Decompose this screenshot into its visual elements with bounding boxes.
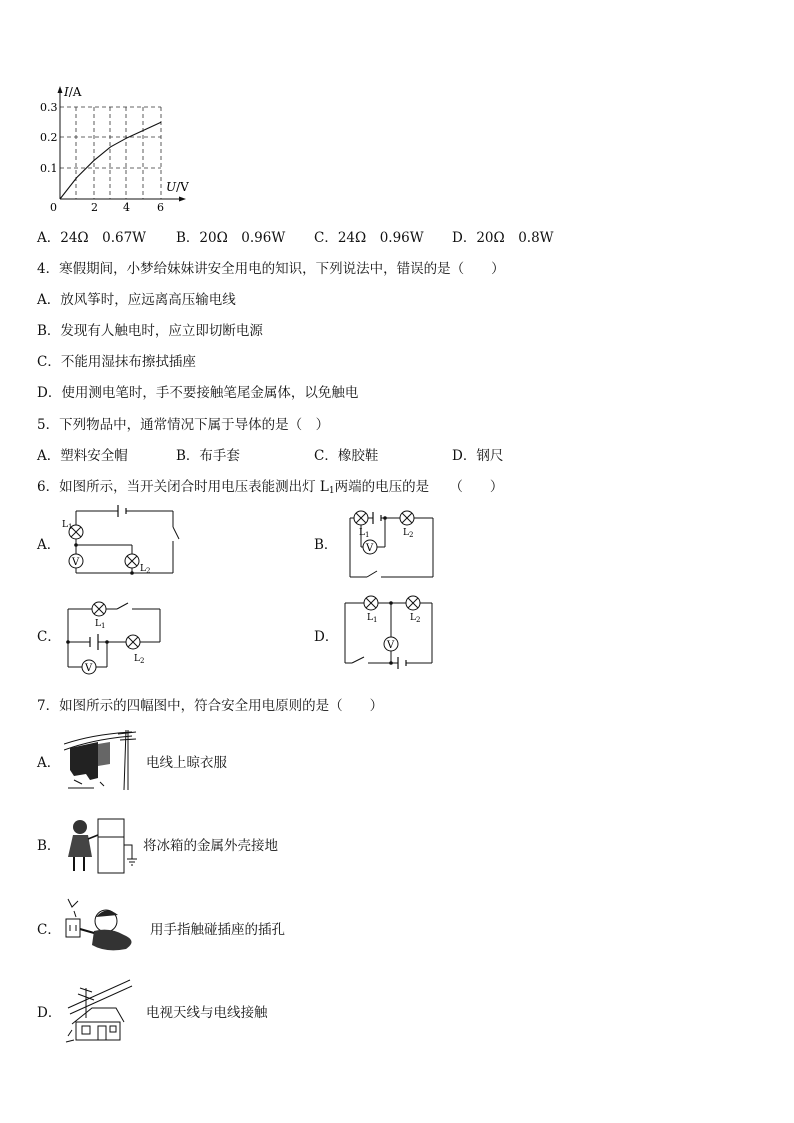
svg-text:V: V <box>387 640 395 651</box>
y-axis-label: I/A <box>64 85 82 99</box>
q6-stem: 6．如图所示，当开关闭合时用电压表能测出灯 $L_1$两端的电压的是 （ ） <box>37 479 504 496</box>
y-tick: 0.3 <box>40 101 58 114</box>
q7-option-a-letter[interactable]: A． <box>37 755 61 771</box>
q6-option-c-label[interactable]: C． <box>37 629 61 645</box>
child-touching-socket-illustration <box>64 897 148 955</box>
q4-option-b[interactable]: B．发现有人触电时，应立即切断电源 <box>37 323 263 339</box>
q5-option-a[interactable]: A．塑料安全帽 <box>37 448 128 464</box>
x-axis-label: U/V <box>166 180 189 194</box>
q6-option-b-label[interactable]: B． <box>314 537 338 553</box>
battery-icon <box>373 512 381 524</box>
l1-label: $L_1$ <box>62 520 73 531</box>
voltmeter-icon <box>82 660 96 674</box>
q7-option-d-text[interactable]: 电视天线与电线接触 <box>146 1005 268 1021</box>
q7-option-a-text[interactable]: 电线上晾衣服 <box>146 755 227 771</box>
circuit-b[interactable] <box>343 505 438 583</box>
q7-stem: 7．如图所示的四幅图中，符合安全用电原则的是（ ） <box>37 698 384 714</box>
battery-icon <box>398 657 406 669</box>
q3-option-c[interactable]: C．24Ω 0.96W <box>314 230 424 246</box>
graph-grid <box>60 107 161 199</box>
q7-option-d-letter[interactable]: D． <box>37 1005 62 1021</box>
voltmeter-icon <box>384 637 398 651</box>
q3-option-b[interactable]: B．20Ω 0.96W <box>176 230 286 246</box>
l1-label: $L_1$ <box>367 613 378 624</box>
y-tick: 0.2 <box>40 131 58 144</box>
lamp-icon <box>406 596 420 610</box>
l1-label: $L_1$ <box>95 619 106 630</box>
svg-text:V: V <box>85 663 93 674</box>
lamp-icon <box>354 511 368 525</box>
lamp-icon <box>125 554 139 568</box>
y-tick: 0.1 <box>40 162 58 175</box>
lamp-icon <box>126 635 140 649</box>
q7-option-b-text[interactable]: 将冰箱的金属外壳接地 <box>143 838 278 854</box>
q4-option-a[interactable]: A．放风筝时，应远离高压输电线 <box>37 292 236 308</box>
lamp-icon <box>92 602 106 616</box>
lamp-icon <box>364 596 378 610</box>
x-tick: 2 <box>91 201 98 214</box>
q4-option-d[interactable]: D．使用测电笔时，手不要接触笔尾金属体，以免触电 <box>37 385 359 401</box>
l2-label: $L_2$ <box>410 613 421 624</box>
q7-option-b-letter[interactable]: B． <box>37 838 61 854</box>
q5-stem: 5．下列物品中，通常情况下属于导体的是（ ） <box>37 417 330 433</box>
q4-stem: 4．寒假期间，小梦给妹妹讲安全用电的知识，下列说法中，错误的是（ ） <box>37 261 505 277</box>
battery-icon <box>90 634 98 650</box>
l1-label: $L_1$ <box>359 528 370 539</box>
q7-option-c-text[interactable]: 用手指触碰插座的插孔 <box>150 922 285 938</box>
q5-option-c[interactable]: C．橡胶鞋 <box>314 448 379 464</box>
q5-option-d[interactable]: D．钢尺 <box>452 448 504 464</box>
circuit-d[interactable] <box>340 595 440 670</box>
voltmeter-icon <box>363 540 377 554</box>
lamp-icon <box>400 511 414 525</box>
x-tick: 6 <box>157 201 164 214</box>
q6-option-d-label[interactable]: D． <box>314 629 339 645</box>
q3-option-a[interactable]: A．24Ω 0.67W <box>37 230 147 246</box>
voltmeter-icon <box>69 554 83 568</box>
clothes-on-wire-illustration <box>64 730 140 792</box>
q7-option-c-letter[interactable]: C． <box>37 922 61 938</box>
circuit-a[interactable] <box>60 505 185 580</box>
antenna-touching-wire-illustration <box>64 978 134 1044</box>
svg-text:V: V <box>72 557 80 568</box>
fridge-grounding-illustration <box>64 815 144 877</box>
l2-label: $L_2$ <box>134 654 145 665</box>
circuit-c[interactable] <box>62 597 172 677</box>
iu-curve <box>60 122 161 199</box>
q6-option-a-label[interactable]: A． <box>37 537 61 553</box>
q5-option-b[interactable]: B．布手套 <box>176 448 240 464</box>
l2-label: $L_2$ <box>140 564 151 575</box>
l2-label: $L_2$ <box>403 528 414 539</box>
q4-option-c[interactable]: C．不能用湿抹布擦拭插座 <box>37 354 196 370</box>
battery-icon <box>118 505 126 517</box>
svg-text:V: V <box>366 543 374 554</box>
x-tick: 4 <box>123 201 130 214</box>
origin-label: 0 <box>50 201 57 214</box>
iu-graph <box>30 82 200 217</box>
q3-option-d[interactable]: D．20Ω 0.8W <box>452 230 554 246</box>
